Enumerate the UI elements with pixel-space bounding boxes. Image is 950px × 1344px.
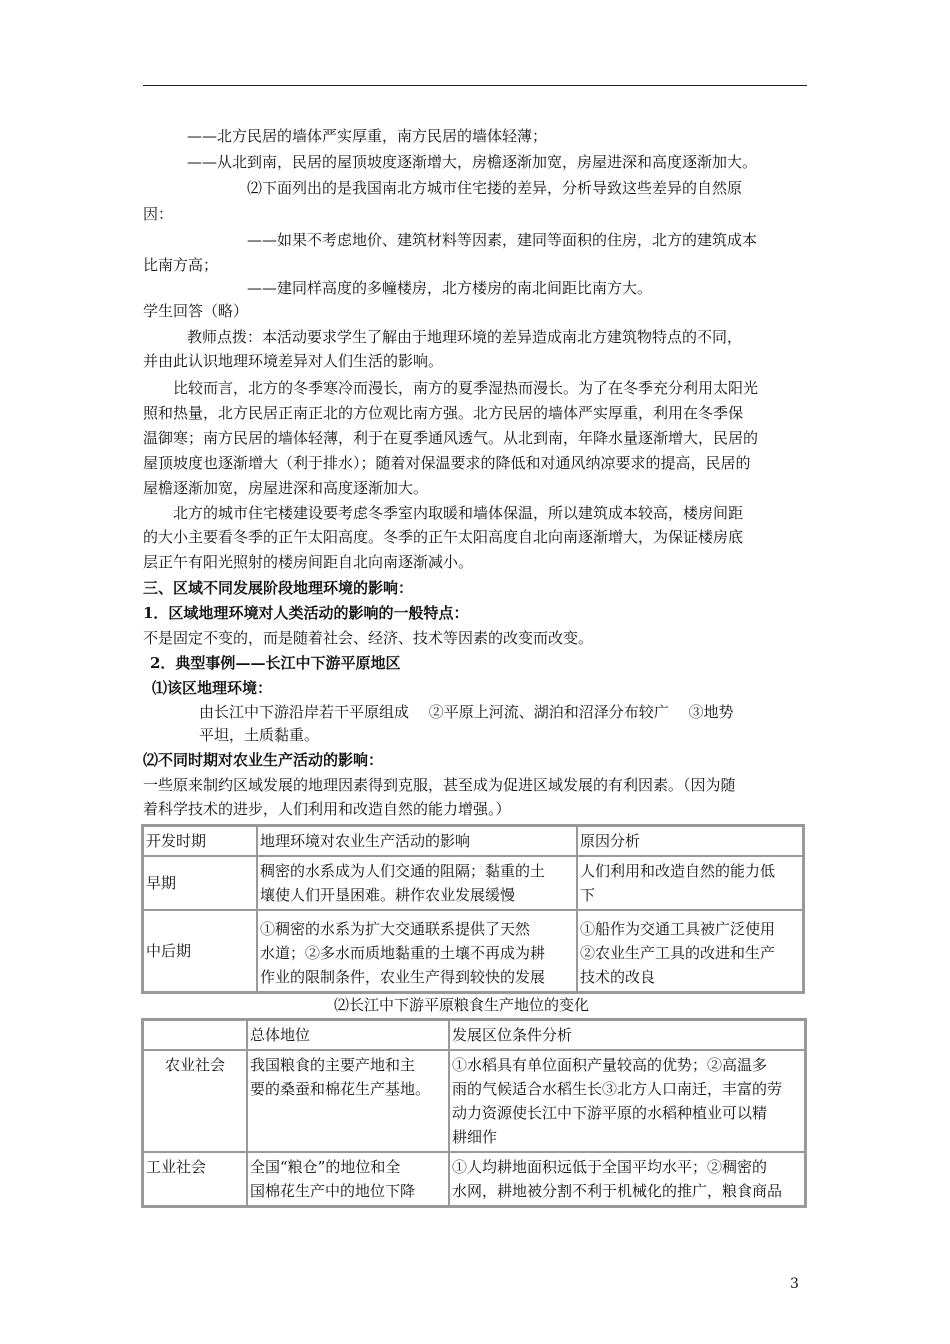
table-header-cell: [143, 1020, 247, 1050]
text-line: 的大小主要看冬季的正午太阳高度。冬季的正午太阳高度自北向南逐渐增大，为保证楼房底: [143, 528, 744, 546]
effect-cell: [257, 856, 577, 910]
reason-cell: [577, 856, 803, 910]
text-line: 层正午有阳光照射的楼房间距自北向南逐渐减小。: [143, 553, 474, 571]
text-line: 比较而言，北方的冬季寒冷而漫长，南方的夏季湿热而漫长。为了在冬季充分利用太阳光: [173, 379, 759, 397]
analysis-cell: [449, 1050, 805, 1152]
cell-line: 技术的改良: [580, 968, 656, 986]
cell-line: ①稠密的水系为扩大交通联系提供了天然: [260, 920, 531, 938]
text-line: 并由此认识地理环境差异对人们生活的影响。: [143, 352, 444, 370]
text-line: 不是固定不变的，而是随着社会、经济、技术等因素的改变而改变。: [143, 629, 594, 647]
text-line: 由长江中下游沿岸若干平原组成 ②平原上河流、湖泊和沼泽分布较广 ③地势: [199, 703, 734, 721]
text-line: 温御寒；南方民居的墙体轻薄，利于在夏季通风透气。从北到南，年降水量逐渐增大，民居的: [143, 429, 759, 447]
cell-line: 耕细作: [452, 1128, 498, 1146]
cell-line: 动力资源使长江中下游平原的水稻种植业可以精: [452, 1104, 768, 1122]
text-line: 平坦，土质黏重。: [199, 726, 320, 744]
cell-line: 雨的气候适合水稻生长③北方人口南迁，丰富的劳: [452, 1080, 783, 1098]
cell-line: 人们利用和改造自然的能力低: [580, 862, 776, 880]
development-period-table: [141, 824, 805, 994]
cell-line: ①水稻具有单位面积产量较高的优势；②高温多: [452, 1056, 768, 1074]
table-header-row: [143, 1020, 805, 1050]
cell-line: ②农业生产工具的改进和生产: [580, 944, 776, 962]
stage-cell: 农业社会: [143, 1050, 247, 1152]
table-header-cell: 地理环境对农业生产活动的影响: [257, 826, 577, 856]
period-cell: 中后期: [143, 910, 257, 992]
table-header-row: [143, 826, 803, 856]
text-line: ——北方民居的墙体严实厚重，南方民居的墙体轻薄；: [187, 127, 548, 145]
cell-line: 壤使人们开垦困难。耕作农业发展缓慢: [260, 886, 516, 904]
cell-line: 要的桑蚕和棉花生产基地。: [250, 1080, 431, 1098]
cell-line: 全国“粮仓”的地位和全: [250, 1158, 401, 1176]
text-line: 北方的城市住宅楼建设要考虑冬季室内取暖和墙体保温，所以建筑成本较高，楼房间距: [173, 504, 744, 522]
table-header-cell: 总体地位: [247, 1020, 449, 1050]
sub-heading: ⑴该区地理环境：: [152, 679, 273, 697]
text-line: ——如果不考虑地价、建筑材料等因素，建同等面积的住房，北方的建筑成本: [247, 231, 758, 249]
table-header-cell: 原因分析: [577, 826, 803, 856]
text-line: 照和热量，北方民居正南正北的方位观比南方强。北方民居的墙体严实厚重，利用在冬季保: [143, 404, 744, 422]
table-row: [143, 856, 803, 910]
text-line: 屋檐逐渐加宽，房屋进深和高度逐渐加大。: [143, 479, 429, 497]
table-row: [143, 1152, 805, 1206]
effect-cell: [257, 910, 577, 992]
header-rule: [143, 85, 807, 86]
cell-line: ①船作为交通工具被广泛使用: [580, 920, 776, 938]
text-line: 教师点拨：本活动要求学生了解由于地理环境的差异造成南北方建筑物特点的不同，: [187, 328, 743, 346]
text-line: 一些原来制约区域发展的地理因素得到克服，甚至成为促进区域发展的有利因素。（因为随: [143, 776, 736, 794]
status-cell: [247, 1050, 449, 1152]
table-header-cell: 开发时期: [143, 826, 257, 856]
cell-line: 我国粮食的主要产地和主: [250, 1056, 416, 1074]
cell-line: 下: [580, 886, 596, 904]
stage-cell: 工业社会: [143, 1152, 247, 1206]
table-row: [143, 910, 803, 992]
cell-line: 水网，耕地被分割不利于机械化的推广，粮食商品: [452, 1182, 783, 1200]
reason-cell: [577, 910, 803, 992]
cell-line: 稠密的水系成为人们交通的阻隔；黏重的土: [260, 862, 546, 880]
cell-line: 作业的限制条件，农业生产得到较快的发展: [260, 968, 546, 986]
section-heading: 三、区域不同发展阶段地理环境的影响：: [143, 579, 414, 597]
page-number: 3: [790, 1276, 799, 1292]
subsection-heading: 1．区域地理环境对人类活动的影响的一般特点：: [143, 604, 469, 622]
text-line: 学生回答（略）: [143, 302, 249, 320]
text-line: 着科学技术的进步，人们利用和改造自然的能力增强。）: [143, 800, 511, 818]
text-line: ——建同样高度的多幢楼房，北方楼房的南北间距比南方大。: [247, 279, 653, 297]
sub-heading: ⑵不同时期对农业生产活动的影响：: [143, 751, 384, 769]
cell-line: ①人均耕地面积远低于全国平均水平；②稠密的: [452, 1158, 768, 1176]
text-line: 因：: [143, 205, 174, 223]
table-caption: ⑵长江中下游平原粮食生产地位的变化: [334, 996, 590, 1014]
status-cell: [247, 1152, 449, 1206]
period-cell: 早期: [143, 856, 257, 910]
subsection-heading: 2．典型事例——长江中下游平原地区: [150, 654, 401, 672]
text-line: ⑵下面列出的是我国南北方城市住宅搂的差异，分析导致这些差异的自然原: [247, 179, 743, 197]
grain-status-table: [141, 1018, 807, 1208]
text-line: ——从北到南，民居的屋顶坡度逐渐增大，房檐逐渐加宽，房屋进深和高度逐渐加大。: [187, 153, 758, 171]
analysis-cell: [449, 1152, 805, 1206]
text-line: 比南方高；: [143, 256, 219, 274]
cell-line: 国棉花生产中的地位下降: [250, 1182, 416, 1200]
table-row: [143, 1050, 805, 1152]
table-header-cell: 发展区位条件分析: [449, 1020, 805, 1050]
text-line: 屋顶坡度也逐渐增大（利于排水）；随着对保温要求的降低和对通风纳凉要求的提高，民居的: [143, 454, 751, 472]
cell-line: 水道；②多水而质地黏重的土壤不再成为耕: [260, 944, 546, 962]
